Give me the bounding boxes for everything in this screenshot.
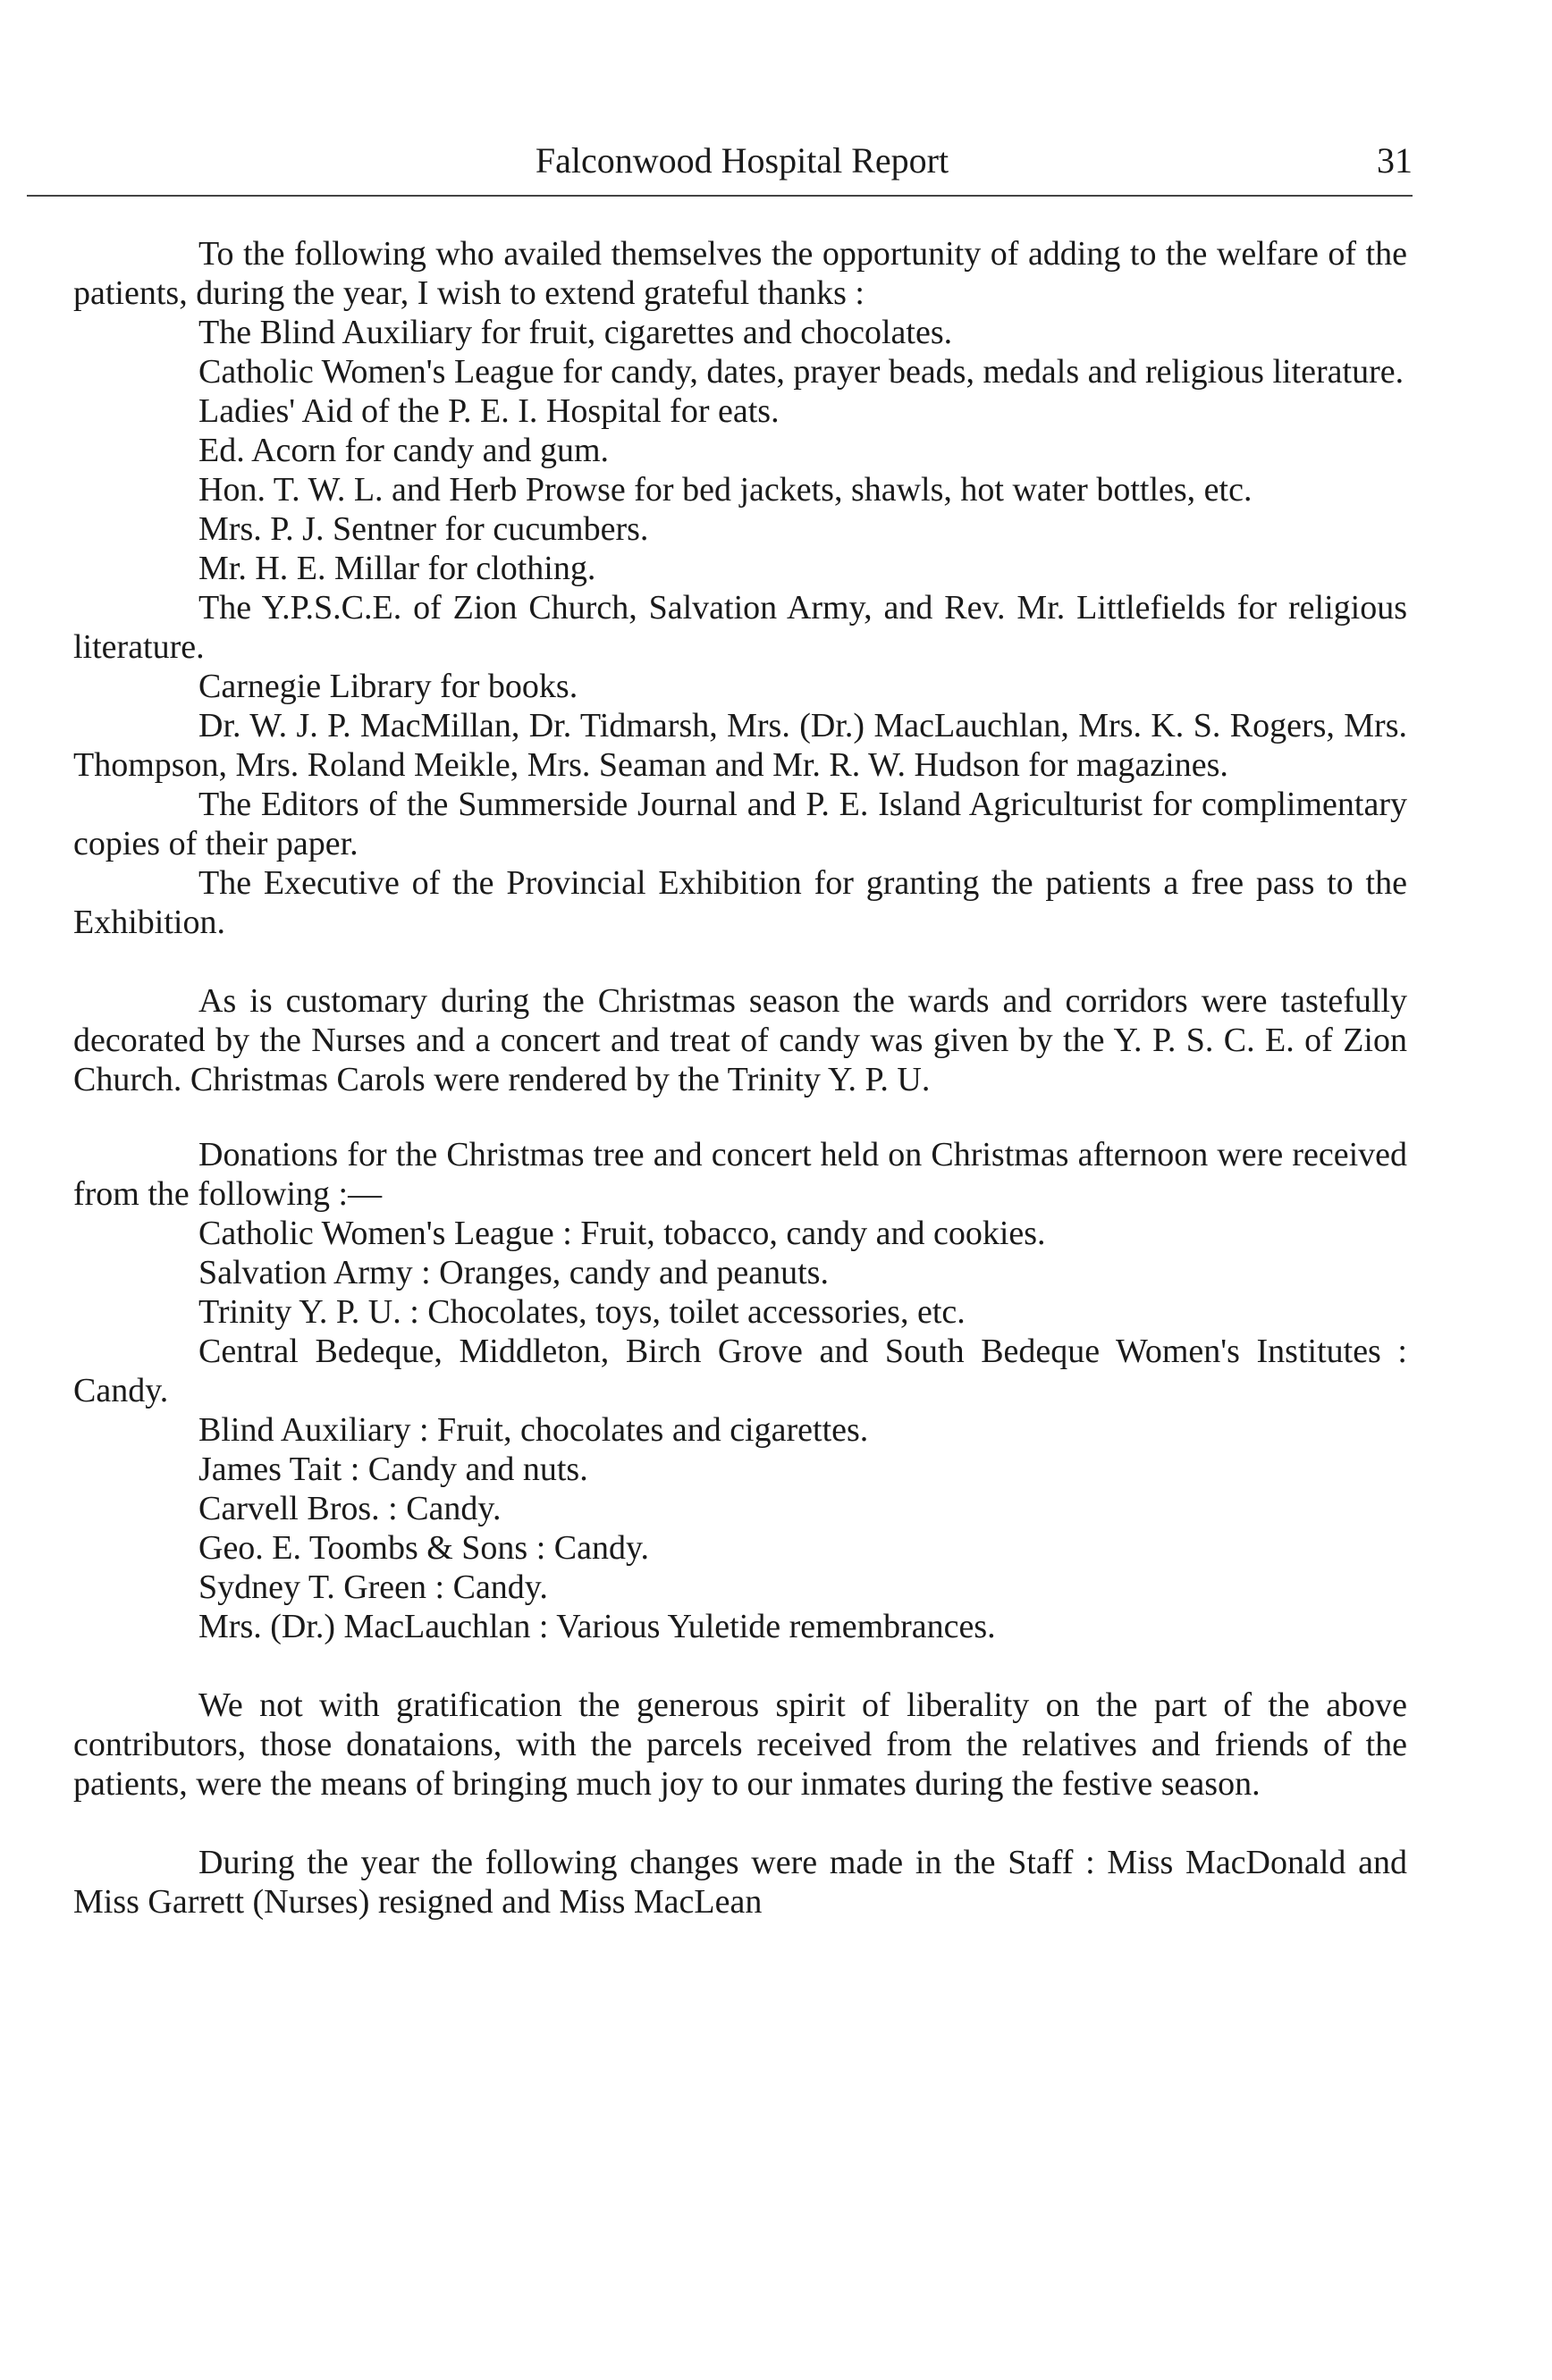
thanks-list [73, 313, 1407, 942]
list-item: The Executive of the Provincial Exhibition for granting the patients a free pass to the Exhibition. [73, 864, 1407, 941]
list-item: Ladies' Aid of the P. E. I. Hospital for eats. [198, 392, 780, 430]
donations-list [73, 1214, 1407, 1646]
list-item: The Y.P.S.C.E. of Zion Church, Salvation Army, and Rev. Mr. Littlefields for religious literature. [73, 589, 1407, 666]
list-item: Catholic Women's League for candy, dates, prayer beads, medals and religious literature. [198, 353, 1404, 391]
list-item: Geo. E. Toombs & Sons : Candy. [198, 1529, 650, 1567]
christmas-paragraph: As is customary during the Christmas season the wards and corridors were tastefully decorated by the Nurses and a concert and treat of candy was given by the Y. P. S. C. E. of Zion Church. Christmas Carols were rendered by the Trinity Y. P. U. [73, 982, 1407, 1098]
list-item: Central Bedeque, Middleton, Birch Grove and South Bedeque Women's Institutes : Candy. [73, 1333, 1407, 1409]
list-item: Carnegie Library for books. [198, 668, 578, 705]
list-item: Dr. W. J. P. MacMillan, Dr. Tidmarsh, Mrs. (Dr.) MacLauchlan, Mrs. K. S. Rogers, Mrs. Thompson, Mrs. Roland Meikle, Mrs. Seaman and Mr. R. W. Hudson for magazines. [73, 707, 1407, 784]
page-body [73, 234, 1407, 1922]
list-item: Hon. T. W. L. and Herb Prowse for bed jackets, shawls, hot water bottles, etc. [198, 471, 1253, 509]
list-item: Mrs. (Dr.) MacLauchlan : Various Yuletide remembrances. [198, 1608, 996, 1645]
donations-intro-paragraph: Donations for the Christmas tree and concert held on Christmas afternoon were received from the following :— [73, 1136, 1407, 1213]
staff-paragraph: During the year the following changes were made in the Staff : Miss MacDonald and Miss Garrett (Nurses) resigned and Miss MacLean [73, 1844, 1407, 1921]
list-item: Ed. Acorn for candy and gum. [198, 432, 610, 469]
intro-paragraph: To the following who availed themselves the opportunity of adding to the welfare of the patients, during the year, I wish to extend grateful thanks : [73, 235, 1407, 312]
list-item: Blind Auxiliary : Fruit, chocolates and cigarettes. [198, 1411, 869, 1449]
list-item: James Tait : Candy and nuts. [198, 1451, 588, 1488]
list-item: The Blind Auxiliary for fruit, cigarettes and chocolates. [198, 314, 953, 351]
page-number: 31 [1377, 140, 1413, 181]
list-item: Trinity Y. P. U. : Chocolates, toys, toilet accessories, etc. [198, 1293, 966, 1331]
list-item: Catholic Women's League : Fruit, tobacco, candy and cookies. [198, 1215, 1046, 1252]
list-item: Mrs. P. J. Sentner for cucumbers. [198, 510, 649, 548]
list-item: Sydney T. Green : Candy. [198, 1568, 548, 1606]
gratification-paragraph: We not with gratification the generous spirit of liberality on the part of the above contributors, those donataions, with the parcels received from the relatives and friends of the patients, were the means of bringing much joy to our inmates during the festive season. [73, 1686, 1407, 1803]
header-rule [27, 195, 1413, 197]
list-item: The Editors of the Summerside Journal and P. E. Island Agriculturist for complimentary copies of their paper. [73, 786, 1407, 862]
list-item: Carvell Bros. : Candy. [198, 1490, 502, 1527]
header-title: Falconwood Hospital Report [535, 140, 949, 181]
list-item: Mr. H. E. Millar for clothing. [198, 550, 596, 587]
running-header [72, 134, 1413, 188]
list-item: Salvation Army : Oranges, candy and peanuts. [198, 1254, 829, 1291]
